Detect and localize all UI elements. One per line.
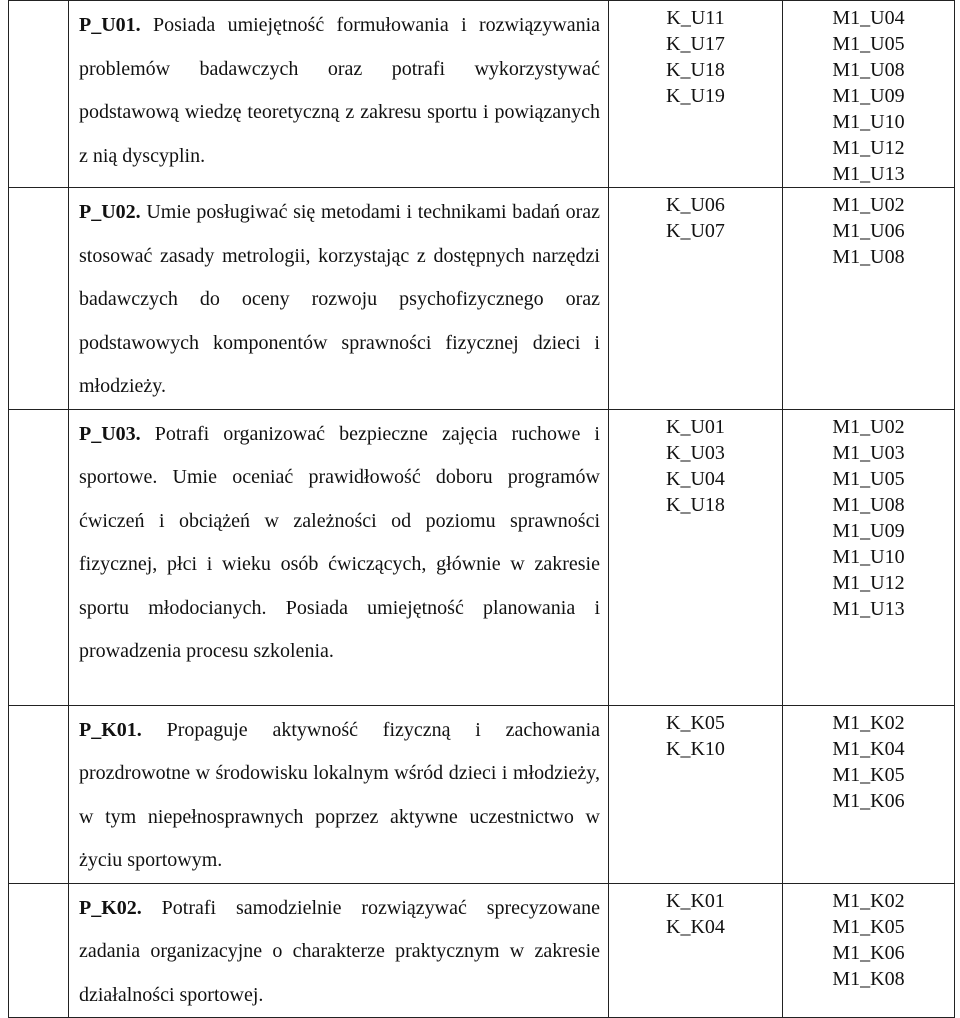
m-codes-cell	[783, 705, 955, 883]
outcome-code: P_K01.	[79, 718, 142, 741]
k-code: K_U18	[666, 493, 725, 516]
m-code: M1_U10	[832, 545, 905, 568]
m-code: M1_U04	[832, 7, 905, 29]
k-code: K_U03	[666, 441, 725, 464]
outcome-code: P_U02.	[79, 201, 141, 223]
k-codes-cell	[609, 188, 783, 410]
m-code: M1_K02	[832, 711, 905, 734]
k-code: K_U11	[666, 7, 725, 29]
k-code: K_U19	[666, 85, 725, 107]
m-code: M1_K02	[832, 889, 905, 912]
m-code: M1_U13	[832, 597, 905, 620]
m-code: M1_U08	[832, 59, 905, 81]
table-row	[9, 1, 955, 188]
m-code: M1_U12	[832, 137, 905, 159]
k-code: K_U07	[666, 220, 725, 242]
m-code: M1_U12	[832, 571, 905, 594]
outcome-text: Umie posługiwać się metodami i technikami badań oraz stosować zasady metrologii, korzystając z dostępnych narzędzi badawczych do oceny rozwoju psychofizycznego oraz podstawowych komponentów sprawności fizycznej dzieci i młodzieży.	[79, 201, 601, 397]
table-row	[9, 409, 955, 705]
m-codes-cell	[783, 1, 955, 188]
m-code: M1_K06	[832, 789, 905, 812]
outcome-description	[69, 883, 609, 1018]
k-code: K_U01	[666, 415, 725, 438]
k-codes-cell	[609, 883, 783, 1018]
k-code: K_K10	[666, 737, 725, 760]
m-code: M1_U05	[832, 467, 905, 490]
outcome-description	[69, 705, 609, 883]
empty-cell	[9, 883, 69, 1018]
k-code: K_U18	[666, 59, 725, 81]
outcome-description	[69, 1, 609, 188]
outcome-code: P_K02.	[79, 896, 142, 919]
outcome-description	[69, 409, 609, 705]
table-body	[9, 1, 955, 1018]
outcome-text: Propaguje aktywność fizyczną i zachowania prozdrowotne w środowisku lokalnym wśród dzieci i młodzieży, w tym niepełnosprawnych poprzez aktywne uczestnictwo w życiu sportowym.	[79, 718, 601, 871]
table-row	[9, 705, 955, 883]
empty-cell	[9, 188, 69, 410]
m-codes-cell	[783, 409, 955, 705]
outcome-text: Potrafi organizować bezpieczne zajęcia ruchowe i sportowe. Umie oceniać prawidłowość doboru programów ćwiczeń i obciążeń w zależności od poziomu sprawności fizycznej, płci i wieku osób ćwiczących, głównie w zakresie sportu młodocianych. Posiada umiejętność planowania i prowadzenia procesu szkolenia.	[79, 422, 600, 662]
k-code: K_K05	[666, 711, 725, 734]
m-code: M1_K08	[832, 967, 905, 990]
m-code: M1_K06	[832, 941, 905, 964]
m-code: M1_U09	[832, 519, 905, 542]
m-code: M1_U05	[832, 33, 905, 55]
k-code: K_K01	[666, 889, 725, 912]
outcome-code: P_U01.	[79, 14, 141, 36]
empty-cell	[9, 1, 69, 188]
empty-cell	[9, 705, 69, 883]
m-code: M1_K04	[832, 737, 905, 760]
m-code: M1_K05	[832, 763, 905, 786]
k-code: K_U17	[666, 33, 725, 55]
outcome-code: P_U03.	[79, 422, 141, 445]
m-code: M1_U08	[832, 493, 905, 516]
m-code: M1_U03	[832, 441, 905, 464]
learning-outcomes-table	[8, 0, 955, 1018]
k-code: K_U04	[666, 467, 725, 490]
k-code: K_K04	[666, 915, 725, 938]
m-code: M1_K05	[832, 915, 905, 938]
m-code: M1_U10	[832, 111, 905, 133]
k-codes-cell	[609, 1, 783, 188]
m-codes-cell	[783, 188, 955, 410]
empty-cell	[9, 409, 69, 705]
m-code: M1_U02	[832, 415, 905, 438]
outcome-text: Potrafi samodzielnie rozwiązywać sprecyzowane zadania organizacyjne o charakterze praktycznym w zakresie działalności sportowej.	[79, 896, 600, 1006]
m-codes-cell	[783, 883, 955, 1018]
outcome-text: Posiada umiejętność formułowania i rozwiązywania problemów badawczych oraz potrafi wykorzystywać podstawową wiedzę teoretyczną z zakresu sportu i powiązanych z nią dyscyplin.	[79, 14, 600, 167]
m-code: M1_U13	[832, 163, 905, 185]
k-codes-cell	[609, 705, 783, 883]
table-row	[9, 188, 955, 410]
m-code: M1_U06	[832, 220, 905, 242]
k-code: K_U06	[666, 194, 725, 216]
outcome-description	[69, 188, 609, 410]
table-row	[9, 883, 955, 1018]
k-codes-cell	[609, 409, 783, 705]
m-code: M1_U02	[832, 194, 905, 216]
m-code: M1_U08	[832, 246, 905, 268]
m-code: M1_U09	[832, 85, 905, 107]
